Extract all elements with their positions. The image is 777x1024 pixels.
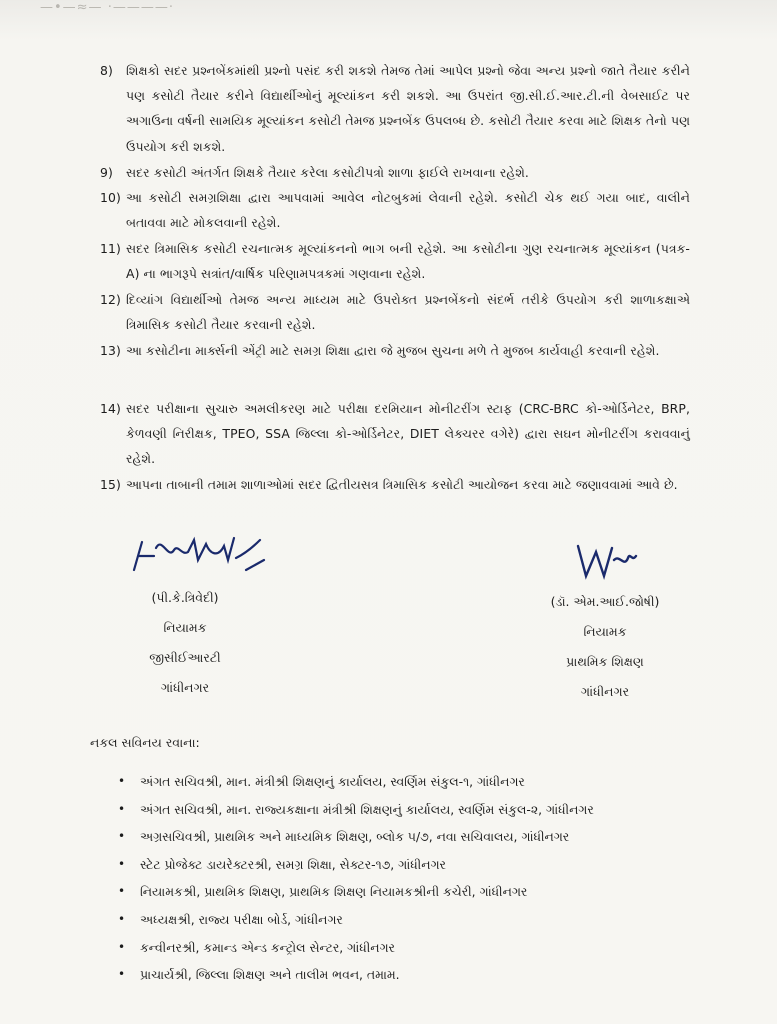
item-number: 10) bbox=[100, 190, 121, 205]
left-signatory-name: (પી.કે.ત્રિવેદી) bbox=[151, 590, 219, 605]
recipient-text: નિયામકશ્રી, પ્રાથમિક શિક્ષણ, પ્રાથમિક શિક્ષણ નિયામકશ્રીની કચેરી, ગાંધીનગર bbox=[140, 884, 528, 900]
list-item bbox=[118, 768, 594, 796]
item-text: સદર કસોટી અંતર્ગત શિક્ષકે તૈયાર કરેલા કસોટીપત્રો શાળા ફાઈલે રાખવાના રહેશે. bbox=[126, 165, 529, 180]
right-signatory-org: પ્રાથમિક શિક્ષણ bbox=[566, 654, 644, 669]
item-text: આપના તાબાની તમામ શાળાઓમાં સદર દ્વિતીયસત્ર ત્રિમાસિક કસોટી આયોજન કરવા માટે જણાવવામાં આવે છે. bbox=[126, 477, 678, 492]
bullet: • bbox=[118, 884, 126, 899]
recipient-text: પ્રાચાર્યશ્રી, જિલ્લા શિક્ષણ અને તાલીમ ભવન, તમામ. bbox=[140, 967, 400, 983]
bullet: • bbox=[118, 967, 126, 982]
left-signatory-org: જીસીઈઆરટી bbox=[149, 650, 221, 665]
right-signatory-title: નિયામક bbox=[583, 624, 627, 639]
bullet: • bbox=[118, 829, 126, 844]
list-item bbox=[118, 796, 594, 824]
list-item bbox=[118, 934, 594, 962]
list-item-9 bbox=[100, 160, 690, 185]
item-text: શિક્ષકો સદર પ્રશ્નબેંકમાંથી પ્રશ્નો પસંદ કરી શકશે તેમજ તેમાં આપેલ પ્રશ્નો જેવા અન્ય પ્રશ્નો જાતે તૈયાર કરીને પણ કસોટી તૈયાર કરીને વિદ્યાર્થીઓનું મૂલ્યાંકન કરી શકશે. આ ઉપરાંત જી.સી.ઈ.આર.ટી.ની વેબસાઈટ પર અગાઉના વર્ષની સામયિક મૂલ્યાંકન કસોટી તેમજ પ્રશ્નબેંક ઉપલબ્ધ છે. કસોટી તૈયાર કરવા માટે શિક્ષક તેનો પણ ઉપયોગ કરી શકશે. bbox=[126, 63, 690, 154]
list-item-14 bbox=[100, 396, 690, 472]
item-number: 12) bbox=[100, 292, 121, 307]
item-text: સદર પરીક્ષાના સુચારુ અમલીકરણ માટે પરીક્ષા દરમિયાન મોનીટરીંગ સ્ટાફ (CRC-BRC કો-ઓર્ડિનેટર, BRP, કેળવણી નિરીક્ષક, TPEO, SSA જિલ્લા કો-ઓર્ડિનેટર, DIET લેક્ચરર વગેરે) દ્વારા સઘન મોનીટરીંગ કરાવવાનું રહેશે. bbox=[126, 401, 690, 467]
right-signatory-city: ગાંધીનગર bbox=[580, 684, 630, 699]
item-number: 8) bbox=[100, 63, 113, 78]
recipient-text: અધ્યક્ષશ્રી, રાજ્ય પરીક્ષા બોર્ડ, ગાંધીનગર bbox=[140, 911, 343, 927]
left-signature bbox=[128, 530, 268, 580]
list-item bbox=[118, 851, 594, 879]
right-signatory-name: (ડૉ. એમ.આઈ.જોષી) bbox=[550, 594, 660, 609]
left-signatory-city: ગાંધીનગર bbox=[160, 680, 210, 695]
list-item bbox=[118, 906, 594, 934]
list-item-8 bbox=[100, 58, 690, 159]
list-item bbox=[118, 878, 594, 906]
item-text: આ કસોટી સમગ્રશિક્ષા દ્વારા આપવામાં આવેલ નોટબુકમાં લેવાની રહેશે. કસોટી ચેક થઈ ગયા બાદ, વાલીને બતાવવા માટે મોકલવાની રહેશે. bbox=[126, 190, 690, 231]
recipient-text: સ્ટેટ પ્રોજેક્ટ ડાયરેક્ટરશ્રી, સમગ્ર શિક્ષા, સેક્ટર-૧૭, ગાંધીનગર bbox=[140, 856, 446, 872]
right-signature bbox=[570, 538, 640, 586]
recipient-text: અંગત સચિવશ્રી, માન. મંત્રીશ્રી શિક્ષણનું કાર્યાલય, સ્વર્ણિમ સંકુલ-૧, ગાંધીનગર bbox=[140, 774, 525, 789]
header-fragment: —•—≈— ·————· bbox=[40, 0, 174, 15]
item-number: 15) bbox=[100, 477, 121, 492]
bullet: • bbox=[118, 801, 126, 816]
recipient-text: અગ્રસચિવશ્રી, પ્રાથમિક અને માધ્યમિક શિક્ષણ, બ્લોક ૫/૭, નવા સચિવાલય, ગાંધીનગર bbox=[140, 829, 570, 845]
bullet: • bbox=[118, 774, 126, 788]
item-text: આ કસોટીના માર્ક્સની એંટ્રી માટે સમગ્ર શિક્ષા દ્વારા જે મુજબ સુચના મળે તે મુજબ કાર્યવાહી કરવાની રહેશે. bbox=[126, 343, 660, 358]
left-signatory-title: નિયામક bbox=[163, 620, 207, 635]
bullet: • bbox=[118, 939, 126, 954]
item-number: 13) bbox=[100, 343, 121, 358]
bullet: • bbox=[118, 911, 126, 926]
list-item-10 bbox=[100, 185, 690, 235]
copy-recipient-list bbox=[118, 768, 594, 989]
list-item-15 bbox=[100, 472, 690, 497]
list-item-11 bbox=[100, 236, 690, 286]
list-item-12 bbox=[100, 287, 690, 337]
item-number: 11) bbox=[100, 241, 121, 256]
item-text: દિવ્યાંગ વિદ્યાર્થીઓ તેમજ અન્ય માધ્યમ માટે ઉપરોક્ત પ્રશ્નબેંકનો સંદર્ભ તરીકે ઉપયોગ કરી શાળાકક્ષાએ ત્રિમાસિક કસોટી તૈયાર કરવાની રહેશે. bbox=[126, 292, 690, 333]
bullet: • bbox=[118, 856, 126, 871]
item-number: 9) bbox=[100, 165, 113, 180]
item-text: સદર ત્રિમાસિક કસોટી રચનાત્મક મૂલ્યાંકનનો ભાગ બની રહેશે. આ કસોટીના ગુણ રચનાત્મક મૂલ્યાંકન (પત્રક-A) ના ભાગરૂપે સત્રાંત/વાર્ષિક પરિણામપત્રકમાં ગણવાના રહેશે. bbox=[126, 241, 690, 282]
left-signatory-block bbox=[120, 583, 250, 703]
list-item-13 bbox=[100, 338, 690, 363]
recipient-text: કન્વીનરશ્રી, કમાન્ડ એન્ડ કન્ટ્રોલ સેન્ટર, ગાંધીનગર bbox=[140, 939, 395, 955]
recipient-text: અંગત સચિવશ્રી, માન. રાજ્યકક્ષાના મંત્રીશ્રી શિક્ષણનું કાર્યાલય, સ્વર્ણિમ સંકુલ-૨, ગાંધીનગર bbox=[140, 801, 594, 817]
copy-to-heading: નકલ સવિનય રવાના: bbox=[90, 735, 200, 750]
list-item bbox=[118, 823, 594, 851]
item-number: 14) bbox=[100, 401, 121, 416]
right-signatory-block bbox=[535, 587, 675, 707]
list-item bbox=[118, 961, 594, 989]
